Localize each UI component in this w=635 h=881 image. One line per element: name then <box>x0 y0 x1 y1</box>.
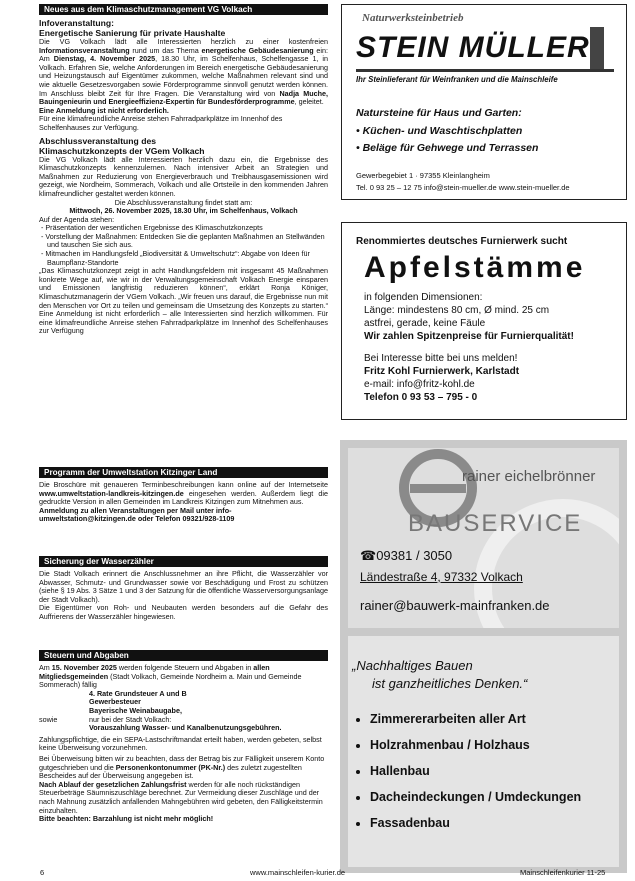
street: Ländestraße 4, 97332 Volkach <box>360 570 523 584</box>
quote: „Nachhaltiges Bauen <box>352 658 473 673</box>
footer-url: www.mainschleifen-kurier.de <box>250 868 346 877</box>
item-prefix <box>39 724 89 733</box>
ad-subtitle: Naturwerksteinbetrieb <box>362 12 464 24</box>
paragraph: Am 15. November 2025 werden folgende Steuern und Abgaben in allen Mitgliedsgemeinden (Stadt Volkach, Gemeinde Nordheim a. Main und Gemeinde Sommerach) fällig <box>39 663 302 690</box>
list-item: Vorauszahlung Wasser- und Kanalbenutzungsgebühren. <box>89 723 282 733</box>
paragraph: Mittwoch, 26. November 2025, 18.30 Uhr, im Schelfenhaus, Volkach <box>69 206 298 216</box>
ad-line: Telefon 0 93 53 – 795 - 0 <box>364 392 478 403</box>
list-item: - Präsentation der wesentlichen Ergebnisse des Klimaschutzkonzepts <box>41 223 263 233</box>
paragraph: Bitte beachten: Barzahlung ist nicht mehr möglich! <box>39 814 214 824</box>
list-item: • Dacheindeckungen / Umdeckungen <box>370 790 581 804</box>
section-header: Programm der Umweltstation Kitzinger Land <box>39 467 328 478</box>
paragraph: Auf der Agenda stehen: <box>39 214 115 224</box>
email: rainer@bauwerk-mainfranken.de <box>360 598 550 613</box>
paragraph: „Das Klimaschutzkonzept zeigt in acht Handlungsfeldern mit insgesamt 45 Maßnahmen konkrete Wege auf, wie wir in der Verwaltungsgemeinschaft Volkach Energie einsparen und Emissionen langfristig reduzieren können“, erklärt Ronja Königer, Klimaschutzmanagerin der VGem Volkach. „Wir freuen uns darauf, die Ergebnisse nun mit den Menschen vor Ort zu teilen und gemeinsam die Umsetzung des Konzepts zu starten.“ Eine Anmeldung ist nicht erforderlich – alle Interessierten sind herzlich willkommen. Für eine klimafreundliche Anreise stehen Fahrradparkplätze im Innenhof des Schelfenhauses zur Verfügung <box>39 266 328 336</box>
ad-stein-mueller <box>341 4 627 200</box>
paragraph: Die VG Volkach lädt alle Interessierten herzlich zu einer kostenfreien Informationsveranstaltung rund um das Thema energetische Gebäudesanierung ein: Am Dienstag, 4. November 2025, 18.30 Uhr, im Schelfenhaus, Schelfengasse 1, in Volkach. Erfahren Sie, welche Anforderungen im Bereich energetische Gebäudesanierung und Heizungstausch auf Eigentümer zukommen, welche Maßnahmen relevant sind und wie aktuelle Gesetzesvorgaben sowie Förderprogramme sinnvoll genutzt werden können. Im Anschluss bleibt Zeit für Ihre Fragen. Die Veranstaltung wird von Nadja Muche, Bauingenieurin und Energieeffizienz-Expertin für Bundesförderprogramme, geleitet. <box>39 37 329 107</box>
logo-block-icon <box>590 27 604 69</box>
heading: Infoveranstaltung: <box>39 18 114 28</box>
brand-name: rainer eichelbrönner <box>462 468 596 485</box>
section-header: Steuern und Abgaben <box>39 650 328 661</box>
paragraph: Für eine klimafreundliche Anreise stehen Fahrradparkplätze im Innenhof des Schelfenhauses zur Verfügung. <box>39 114 283 132</box>
footer-issue: Mainschleifenkurier 11-25 <box>520 868 606 877</box>
ad-subtitle: Renommiertes deutsches Furnierwerk sucht <box>356 236 568 247</box>
item-prefix <box>39 698 89 707</box>
ad-line: Wir zahlen Spitzenpreise für Furnierqualität! <box>364 331 574 342</box>
list-item: - Mitmachen im Handlungsfeld „Biodiversität & Umweltschutz“: Abgabe von Ideen für Baumpflanz-Standorte <box>41 249 310 267</box>
list-item: nur bei der Stadt Volkach: <box>89 714 172 724</box>
page-number: 6 <box>40 868 45 877</box>
paragraph: Die Stadt Volkach erinnert die Anschlussnehmer an ihre Pflicht, die Wasserzähler vor Abwasser, Schmutz- und Grundwasser sowie vor Beschädigung und Frost zu schützen (siehe § 19 Abs. 3 Sätze 1 und 3 der Satzung für die öffentliche Wasserversorgungsanlage der Stadt Volkach). <box>39 569 328 604</box>
ad-line: in folgenden Dimensionen: <box>364 292 483 303</box>
logo <box>356 31 614 72</box>
logo-text: STEIN MÜLLER <box>356 31 590 64</box>
paragraph: Die Eigentümer von Roh- und Neubauten werden besonders auf die Gefahr des Auffrierens der Wasserzähler hingewiesen. <box>39 603 328 621</box>
phone: ☎09381 / 3050 <box>360 548 453 563</box>
list-item: • Zimmererarbeiten aller Art <box>370 712 581 726</box>
paragraph: Eine Anmeldung ist nicht erforderlich. <box>39 105 169 115</box>
paragraph: Bei Überweisung bitten wir zu beachten, dass der Betrag bis zur Fälligkeit unserem Konto gutgeschrieben und die Personenkontonummer (PK-Nr.) des zuletzt zugestellten Bescheides auf der Überweisung angegeben ist. <box>39 753 325 781</box>
ad-line: e-mail: info@fritz-kohl.de <box>364 379 475 390</box>
paragraph: Die Broschüre mit genaueren Terminbeschreibungen kann online auf der Internetseite www.umweltstation-landkreis-kitzingen.de eingesehen werden. Außerdem liegt die gedruckte Version in allen Gemeinden im Landkreis Kitzingen zum Mitnehmen aus. <box>39 480 328 507</box>
tax-items <box>39 690 328 733</box>
article-steuern <box>39 650 328 824</box>
article-umweltstation <box>39 467 328 524</box>
ad-title: Apfelstämme <box>364 251 586 284</box>
brand-service: BAUSERVICE <box>408 510 583 537</box>
quote: ist ganzheitliches Denken.“ <box>372 676 528 691</box>
ad-line: astfrei, gerade, keine Fäule <box>364 318 486 329</box>
paragraph: Zahlungspflichtige, die ein SEPA-Lastschriftmandat erteilt haben, werden gebeten, selbst keine Überweisung vorzunehmen. <box>39 734 322 753</box>
heading: Klimaschutzkonzepts der VGem Volkach <box>39 145 205 156</box>
paragraph: Die Abschlussveranstaltung findet statt am: <box>114 197 253 207</box>
list-item: Gewerbesteuer <box>89 697 141 707</box>
ad-heading: Natursteine für Haus und Garten: <box>356 107 522 119</box>
section-header: Sicherung der Wasserzähler <box>39 556 328 567</box>
list-item: • Holzrahmenbau / Holzhaus <box>370 738 581 752</box>
list-item: • Fassadenbau <box>370 816 581 830</box>
heading: Abschlussveranstaltung des <box>39 135 157 146</box>
paragraph: Die VG Volkach lädt alle Interessierten herzlich dazu ein, die Ergebnisse des Klimaschutzkonzepts kennenzulernen. Nach intensiver Arbeit an Strategien und Maßnahmen zur Reduzierung von Energieverbrauch und Treibhausgasemissionen wird gezeigt, wie Nordheim, Sommerach, Volkach und alle Ortsteile in den kommenden Jahren klimafreundlicher gestaltet werden können. <box>39 154 328 198</box>
list-item: • Beläge für Gehwege und Terrassen <box>356 142 538 154</box>
heading: Energetische Sanierung für private Haushalte <box>39 28 226 38</box>
agenda-list <box>39 224 328 267</box>
paragraph: Anmeldung zu allen Veranstaltungen per Mail unter info-umweltstation@kitzingen.de oder Telefon 09321/928-1109 <box>39 505 235 524</box>
article-klimaschutz <box>39 4 328 336</box>
list-item: • Hallenbau <box>370 764 581 778</box>
list-item: • Küchen- und Waschtischplatten <box>356 125 522 137</box>
list-item: - Vorstellung der Maßnahmen: Entdecken Sie die geplanten Maßnahmen an Stellwänden und tauschen Sie sich aus. <box>41 231 325 250</box>
section-header: Neues aus dem Klimaschutzmanagement VG Volkach <box>39 4 328 15</box>
item-prefix <box>39 690 89 699</box>
list-item: 4. Rate Grundsteuer A und B <box>89 688 187 698</box>
paragraph: Nach Ablauf der gesetzlichen Zahlungsfrist werden für alle noch rückständigen Steuerbeträge Säumniszuschläge berechnet. Zur Vermeidung dieser Zuschläge und der nach Mahnung zusätzlich anfallenden Mahngebühren wird gebeten, den Fälligkeitstermin einzuhalten. <box>39 779 323 815</box>
list-item: Bayerische Weinabaugabe, <box>89 705 182 715</box>
services-list <box>340 712 581 842</box>
ad-body <box>364 291 574 404</box>
ad-line: Bei Interesse bitte bei uns melden! <box>364 353 518 364</box>
ad-apfelstaemme <box>341 222 627 420</box>
address: Gewerbegebiet 1 · 97355 Kleinlangheim <box>356 171 490 180</box>
ad-line: Fritz Kohl Furnierwerk, Karlstadt <box>364 366 520 377</box>
article-wasserzaehler <box>39 556 328 622</box>
contact: Tel. 0 93 25 – 12 75 info@stein-mueller.de www.stein-mueller.de <box>356 183 570 192</box>
item-prefix: sowie <box>39 714 58 724</box>
phone-icon: ☎ <box>360 548 377 563</box>
ad-line: Länge: mindestens 80 cm, Ø mind. 25 cm <box>364 305 550 316</box>
tagline: Ihr Steinlieferant für Weinfranken und die Mainschleife <box>356 75 558 84</box>
